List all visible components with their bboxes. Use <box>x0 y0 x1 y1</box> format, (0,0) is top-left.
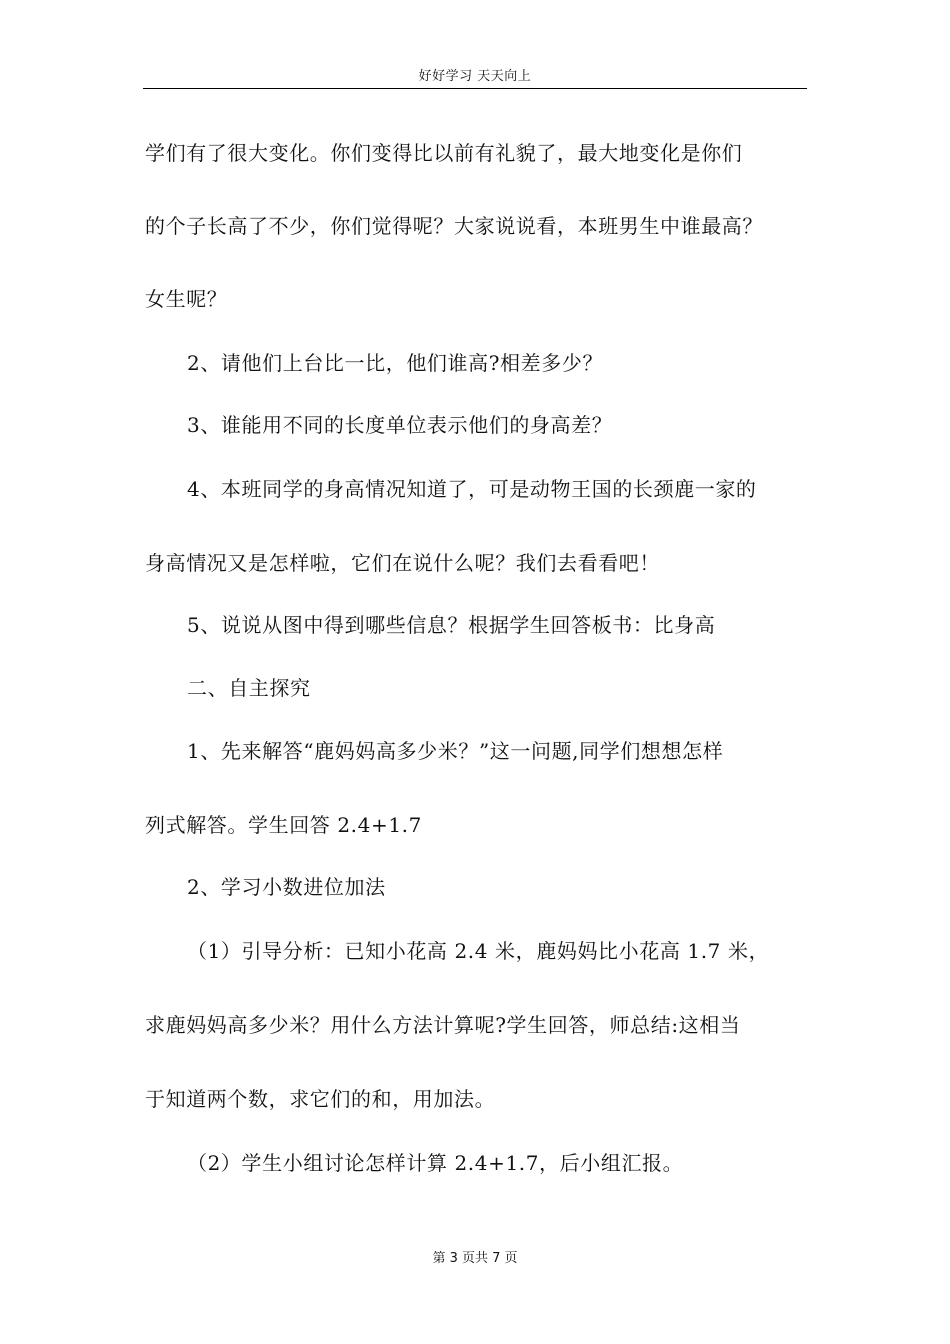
text-line-15: 于知道两个数，求它们的和，用加法。 <box>145 1087 496 1111</box>
text-line-13: （1）引导分析：已知小花高 2.4 米，鹿妈妈比小花高 1.7 米， <box>187 939 770 963</box>
text-line-3: 女生呢？ <box>145 287 228 311</box>
page-header: 好好学习 天天向上 <box>418 69 532 84</box>
text-line-6: 4、本班同学的身高情况知道了，可是动物王国的长颈鹿一家的 <box>187 477 757 501</box>
text-line-14: 求鹿妈妈高多少米？用什么方法计算呢?学生回答，师总结:这相当 <box>145 1013 741 1037</box>
text-line-5: 3、谁能用不同的长度单位表示他们的身高差？ <box>187 413 613 437</box>
text-line-1: 学们有了很大变化。你们变得比以前有礼貌了，最大地变化是你们 <box>145 141 743 165</box>
text-line-2: 的个子长高了不少，你们觉得呢？大家说说看，本班男生中谁最高？ <box>145 214 763 238</box>
text-line-7: 身高情况又是怎样啦，它们在说什么呢？我们去看看吧！ <box>145 551 660 575</box>
text-line-4: 2、请他们上台比一比，他们谁高?相差多少？ <box>187 351 604 375</box>
text-line-10: 1、先来解答“鹿妈妈高多少米？”这一问题,同学们想想怎样 <box>187 739 724 763</box>
header-divider <box>143 88 807 89</box>
section-heading: 二、自主探究 <box>187 676 311 700</box>
page-number: 第 3 页共 7 页 <box>432 1251 518 1266</box>
text-line-12: 2、学习小数进位加法 <box>187 875 386 899</box>
text-line-16: （2）学生小组讨论怎样计算 2.4+1.7，后小组汇报。 <box>187 1151 684 1175</box>
text-line-11: 列式解答。学生回答 2.4+1.7 <box>145 813 422 837</box>
text-line-8: 5、说说从图中得到哪些信息？根据学生回答板书：比身高 <box>187 613 716 637</box>
